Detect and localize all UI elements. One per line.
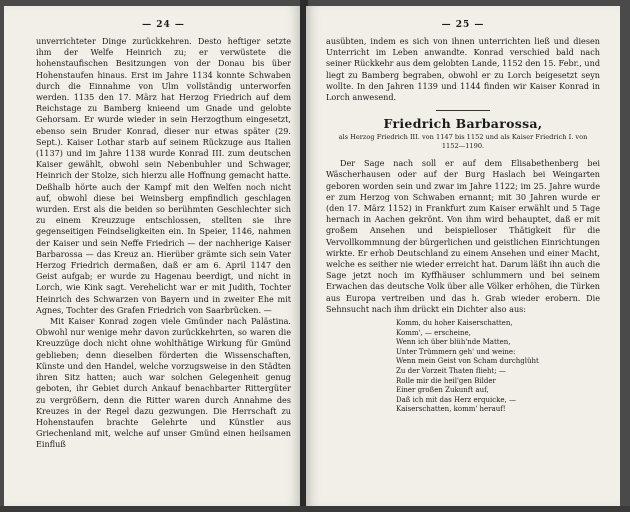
poem-line: Kaiserschatten, komm' herauf! [396, 405, 506, 414]
page-number-right: — 25 — [441, 20, 485, 30]
poem-line: Komm, du hoher Kaiserschatten, [396, 319, 513, 328]
right-top-paragraph: ausübten, indem es sich von ihnen unterrichten ließ und diesen Unterricht im Leben anwandte. Konrad verschied bald nach seiner Rückkehr aus dem gelobten Lande, 1152 den 15. Febr., und liegt zu Bamberg begraben, obwohl er zu Lorch beigesetzt seyn wollte. In den Jahren 1139 und 1144 finden wir Kaiser Konrad in Lorch anwesend. [326, 36, 600, 103]
poem-line: Daß ich mit das Herz erquicke, — [396, 395, 516, 404]
left-paragraph-1: unverrichteter Dinge zurückkehren. Desto heftiger setzte ihm der Welfe Heinrich zu; er verwüstete die hohenstaufischen Besitzungen von der Donau bis über Hohenstaufen hinaus. Erst im Jahre 1134 konnte Schwaben durch die Einnahme von Ulm vollständig unterworfen werden. 1135 den 17. März hat Herzog Friedrich auf dem Reichstage zu Bamberg knieend um Gnade und gelobte Gehorsam. Er wurde wieder in sein Herzogthum eingesetzt, ebenso sein Bruder Konrad, dieser nur etwas später (29. Sept.). Kaiser Lothar starb auf seinem Rückzuge aus Italien (1137) und im Jahre 1138 wurde Konrad III. zum deutschen Kaiser gewählt, obwohl sein Nebenbuhler und Schwager, Heinrich der Stolze, sich hierzu alle Hoffnung gemacht hatte. Deßhalb hörte auch der Kampf mit den Welfen noch nicht auf, obwohl diese bei Weinsberg empfindlich geschlagen wurden. Erst als die beiden so berühmten Geschlechter sich zu einem Kreuzzuge entschlossen, stellten sie ihre gegenseitigen Feindseligkeiten ein. In Speier, 1146, nahmen der Kaiser und sein Neffe Friedrich — der nachherige Kaiser Barbarossa — das Kreuz an. Hierüber grämte sich sein Vater Herzog Friedrich dermaßen, daß er am 6. April 1147 den Geist aufgab; er wurde zu Hagenau beerdigt, und nicht in Lorch, wie Kink sagt. Verehelicht war er mit Judith, Tochter Heinrich des Schwarzen von Bayern und in zweiter Ehe mit Agnes, Tochter des Grafen Friedrich von Saarbrücken. — [36, 36, 291, 315]
poem-line: Wenn mein Geist von Scham durchglüht [396, 357, 539, 366]
section-subheading: als Herzog Friedrich III. von 1147 bis 1152 und als Kaiser Friedrich I. von 1152—1190. [338, 133, 588, 151]
right-page [306, 6, 620, 506]
poem-line: Zu der Vorzeit Thaten flieht; — [396, 367, 506, 376]
bottom-shadow [0, 506, 630, 512]
section-divider [436, 110, 490, 111]
section-heading: Friedrich Barbarossa, [383, 116, 543, 132]
poem-line: Einer großen Zukunft auf, [396, 386, 489, 395]
poem-line: Rolle mir die heil'gen Bilder [396, 376, 496, 385]
left-page [4, 6, 302, 506]
poem-line: Wenn ich über blüh'nde Matten, [396, 338, 511, 347]
page-number-left: — 24 — [142, 20, 185, 30]
poem-line: Unter Trümmern geh' und weine: [396, 347, 516, 356]
poem-line: Komm', — erscheine, [396, 328, 471, 337]
right-body-paragraph: Der Sage nach soll er auf dem Elisabethenberg bei Wäscherhausen oder auf der Burg Haslach bei Weingarten geboren worden sein und zwar im Jahre 1122; im 25. Jahre wurde er zum Herzog von Schwaben ernannt; mit 30 Jahren wurde er (den 17. März 1152) in Frankfurt zum Kaiser erwählt und 5 Tage hernach in Aachen gekrönt. Von ihm wird behauptet, daß er mit großem Ansehen und beispielloser Thätigkeit für die Vervollkommnung der bürgerlichen und geistlichen Einrichtungen wirkte. Er erhob Deutschland zu einem Ansehen und einer Macht, welche es seither nie wieder erreicht hat. Darum läßt ihn auch die Sage jetzt noch im Kyffhäuser schlummern und bei seinem Erwachen das deutsche Volk über alle Völker erhöhen, die Türken aus Europa vertreiben und das h. Grab wieder erobern. Die Sehnsucht nach ihm drückt ein Dichter also aus: [326, 158, 600, 314]
left-paragraph-2: Mit Kaiser Konrad zogen viele Gmünder nach Palästina. Obwohl nur wenige mehr davon zurückkehrten, so waren die Kreuzzüge doch nicht ohne wohlthätige Wirkung für Gmünd geblieben; denn dieselben förderten die Wissenschaften, Künste und den Handel, welche vorzugsweise in den Städten ihren Sitz hatten; auch war solchen Gelegenheit genug geboten, ihr Gebiet durch Ankauf benachbarter Rittergüter zu vergrößern, denn die Ritter waren durch Annahme des Kreuzes in der Regel dazu gezwungen. Die Herrschaft zu Hohenstaufen brachte Gelehrte und Künstler aus Griechenland mit, welche auf unser Gmünd einen heilsamen Einfluß [36, 316, 291, 450]
poem [396, 319, 600, 415]
